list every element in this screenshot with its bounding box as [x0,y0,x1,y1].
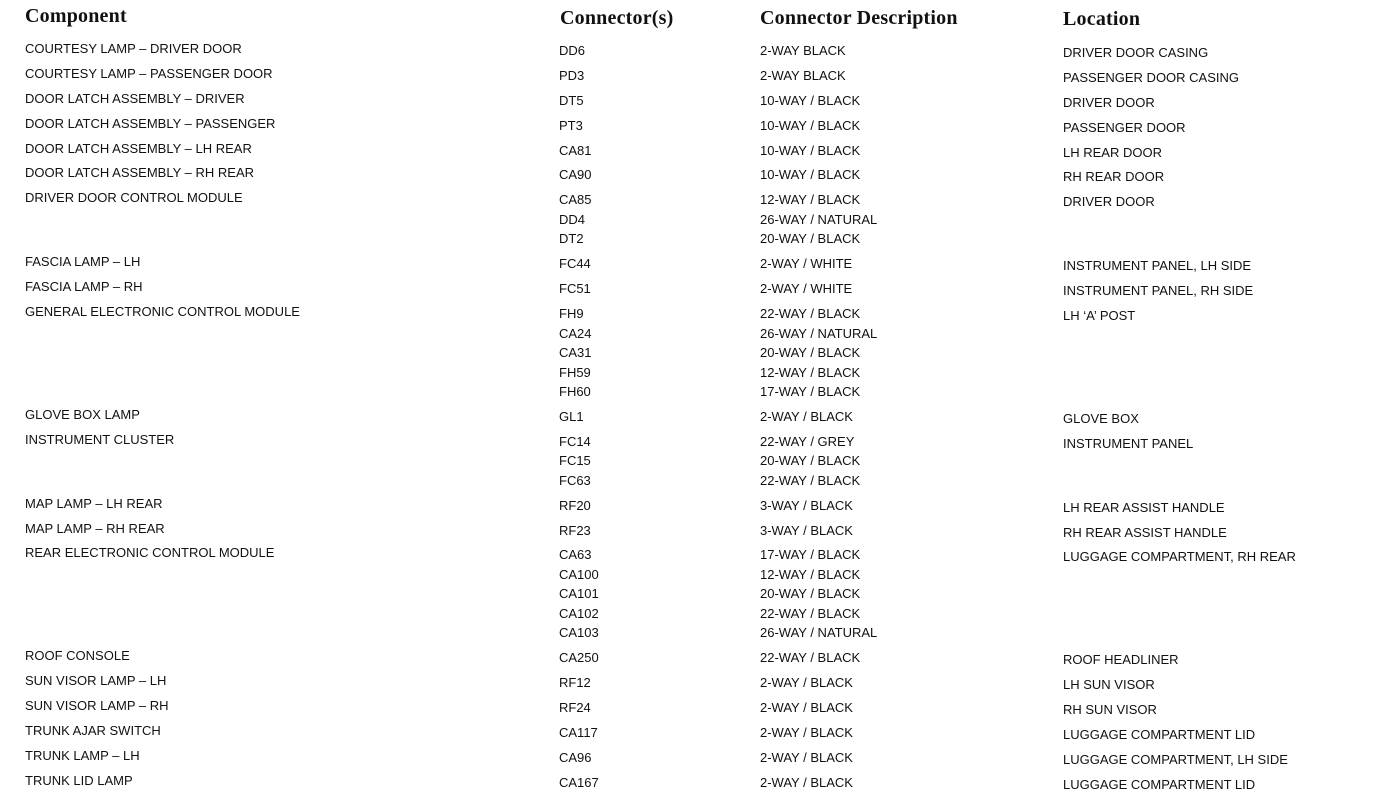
component-location: PASSENGER DOOR CASING [1063,69,1240,85]
connector-list [559,698,591,718]
connector-id: FH59 [559,364,591,380]
connector-description-list [760,496,853,516]
connector-list [559,116,583,136]
connector-description: 2-WAY / BLACK [760,675,853,691]
component-name: MAP LAMP – LH REAR [25,495,163,511]
component-name: DOOR LATCH ASSEMBLY – DRIVER [25,90,245,106]
connector-description-list [760,648,860,668]
component-name: INSTRUMENT CLUSTER [25,431,175,447]
connector-description-list [760,773,853,793]
table-row [0,771,1376,796]
connector-id: CA102 [559,605,599,621]
connector-id: RF23 [559,522,591,538]
connector-description-list [760,190,877,249]
connector-description: 12-WAY / BLACK [760,566,861,582]
component-name: ROOF CONSOLE [25,648,130,664]
connector-description-list [760,673,853,693]
connector-id: FC63 [559,472,591,488]
component-name: COURTESY LAMP – PASSENGER DOOR [25,65,273,81]
connector-id: CA96 [559,749,592,765]
component-location: LUGGAGE COMPARTMENT LID [1063,727,1256,743]
component-location: DRIVER DOOR CASING [1063,45,1209,60]
connector-description: 22-WAY / GREY [760,433,855,449]
component-location: INSTRUMENT PANEL, LH SIDE [1063,258,1252,274]
connector-description: 2-WAY / BLACK [760,700,853,716]
connector-id: FH60 [559,384,591,400]
connector-description: 12-WAY / BLACK [760,192,861,208]
connector-id: DD6 [559,43,586,58]
table-row [0,494,1376,519]
component-name: FASCIA LAMP – RH [25,279,143,295]
connector-description: 2-WAY / BLACK [760,725,853,741]
component-location: INSTRUMENT PANEL [1063,435,1194,451]
connector-description-list [760,279,852,299]
connector-list [559,165,592,185]
component-name: DOOR LATCH ASSEMBLY – PASSENGER [25,115,276,131]
connector-id: CA24 [559,325,592,341]
component-name: SUN VISOR LAMP – LH [25,673,167,689]
component-name: DOOR LATCH ASSEMBLY – LH REAR [25,140,252,156]
table-row [0,89,1376,114]
table-row [0,64,1376,89]
component-location: LUGGAGE COMPARTMENT, LH SIDE [1063,751,1288,767]
connector-list [559,41,585,61]
component-location: ROOF HEADLINER [1063,652,1179,668]
connector-list [559,141,592,161]
connector-description-list [760,521,853,541]
connector-id: CA117 [559,725,598,741]
connector-description: 20-WAY / BLACK [760,453,861,469]
header-connector-description: Connector Description [760,7,958,29]
component-name: TRUNK LAMP – LH [25,747,140,763]
connector-description: 22-WAY / BLACK [760,306,861,322]
connector-id: RF20 [559,497,591,513]
connector-description-list [760,254,852,274]
connector-list [559,66,584,86]
connector-description: 17-WAY / BLACK [760,384,861,400]
connector-description: 2-WAY BLACK [760,43,846,58]
connector-description: 3-WAY / BLACK [760,522,853,538]
connector-description-list [760,698,853,718]
connector-id: CA101 [559,586,599,602]
connector-id: FC44 [559,256,591,272]
connector-description: 3-WAY / BLACK [760,497,853,513]
connector-description: 20-WAY / BLACK [760,345,861,361]
connector-description: 2-WAY BLACK [760,67,846,83]
connector-description: 2-WAY / WHITE [760,256,853,272]
connector-list [559,673,591,693]
header-component: Component [25,5,127,27]
connector-list [559,304,592,402]
connector-id: PD3 [559,67,585,83]
component-name: FASCIA LAMP – LH [25,254,141,270]
table-row [0,114,1376,139]
connector-id: RF12 [559,675,591,691]
connector-description: 22-WAY / BLACK [760,472,861,488]
connector-id: CA100 [559,566,599,582]
connector-description: 26-WAY / NATURAL [760,325,878,341]
connector-id: CA63 [559,547,592,563]
component-location: INSTRUMENT PANEL, RH SIDE [1063,283,1254,299]
component-location: DRIVER DOOR [1063,194,1155,210]
connector-id: CA81 [559,142,592,158]
component-name: TRUNK AJAR SWITCH [25,723,161,739]
connector-description-list [760,545,877,643]
component-location: RH SUN VISOR [1063,702,1157,718]
component-location: PASSENGER DOOR [1063,119,1186,135]
connector-id: CA250 [559,650,599,666]
component-location: GLOVE BOX [1063,410,1139,426]
component-location: LUGGAGE COMPARTMENT, RH REAR [1063,549,1296,565]
component-location: LH SUN VISOR [1063,677,1155,693]
connector-list [559,407,584,427]
component-name: SUN VISOR LAMP – RH [25,698,169,714]
connector-description: 10-WAY / BLACK [760,167,861,183]
connector-id: FC14 [559,433,591,449]
connector-id: FC51 [559,281,591,297]
table-row [0,252,1376,277]
table-row [0,646,1376,671]
connector-description-list [760,116,860,136]
connector-description: 2-WAY / WHITE [760,281,853,297]
component-location: RH REAR DOOR [1063,169,1165,185]
connector-list [559,279,591,299]
connector-description: 2-WAY / BLACK [760,774,853,790]
connector-list [559,190,592,249]
connector-id: CA31 [559,345,592,361]
component-name: MAP LAMP – RH REAR [25,520,165,536]
connector-id: FH9 [559,306,584,322]
connector-list [559,748,592,768]
connector-id: RF24 [559,700,591,716]
connector-description-list [760,165,860,185]
connector-id: DT5 [559,92,584,108]
connector-list [559,723,598,743]
connector-list [559,91,584,111]
table-row [0,721,1376,746]
connector-list [559,648,599,668]
table-row [0,746,1376,771]
connector-list [559,432,591,491]
connector-description-list [760,141,860,161]
component-location: DRIVER DOOR [1063,94,1155,110]
table-row [0,302,1376,405]
connector-list [559,496,591,516]
connector-id: DT2 [559,231,584,247]
connector-description-list [760,407,853,427]
connector-description-list [760,432,860,491]
table-row [0,139,1376,164]
connector-list [559,773,599,793]
component-name: REAR ELECTRONIC CONTROL MODULE [25,545,275,561]
connector-list [559,254,591,274]
component-location: LH REAR ASSIST HANDLE [1063,499,1225,515]
connector-description: 10-WAY / BLACK [760,117,861,133]
connector-list [559,545,599,643]
connector-list [559,521,591,541]
table-row [0,163,1376,188]
table-row [0,277,1376,302]
connector-description: 17-WAY / BLACK [760,547,861,563]
connector-id: CA167 [559,774,599,790]
connector-id: FC15 [559,453,591,469]
component-location: RH REAR ASSIST HANDLE [1063,524,1227,540]
table-row [0,39,1376,64]
table-row [0,430,1376,494]
connector-description: 2-WAY / BLACK [760,749,853,765]
table-row [0,188,1376,252]
connector-description: 10-WAY / BLACK [760,142,861,158]
component-name: TRUNK LID LAMP [25,772,133,788]
connector-description-list [760,41,846,61]
connector-id: DD4 [559,211,586,227]
component-name: DRIVER DOOR CONTROL MODULE [25,190,243,206]
connector-description-list [760,66,846,86]
table-body [0,39,1376,796]
connector-description: 12-WAY / BLACK [760,364,861,380]
connector-description: 20-WAY / BLACK [760,586,861,602]
connector-id: GL1 [559,408,584,424]
header-connectors: Connector(s) [560,7,674,29]
connector-id: PT3 [559,117,583,133]
component-location: LH REAR DOOR [1063,144,1162,160]
component-name: GLOVE BOX LAMP [25,406,140,422]
table-row [0,671,1376,696]
connector-description: 26-WAY / NATURAL [760,625,878,641]
table-row [0,519,1376,544]
component-location: LH ‘A’ POST [1063,308,1136,324]
connector-description: 10-WAY / BLACK [760,92,861,108]
connector-description: 20-WAY / BLACK [760,231,861,247]
connector-description-list [760,304,877,402]
header-location: Location [1063,8,1141,30]
component-name: COURTESY LAMP – DRIVER DOOR [25,41,242,56]
component-location: LUGGAGE COMPARTMENT LID [1063,776,1256,792]
connector-description: 22-WAY / BLACK [760,605,861,621]
connector-description-list [760,748,853,768]
table-row [0,543,1376,646]
component-name: DOOR LATCH ASSEMBLY – RH REAR [25,165,255,181]
connector-id: CA103 [559,625,599,641]
connector-description: 22-WAY / BLACK [760,650,861,666]
connector-description: 26-WAY / NATURAL [760,211,878,227]
table-row [0,696,1376,721]
component-name: GENERAL ELECTRONIC CONTROL MODULE [25,304,300,320]
connector-description: 2-WAY / BLACK [760,408,853,424]
connector-description-list [760,723,853,743]
table-row [0,405,1376,430]
connector-description-list [760,91,860,111]
connector-id: CA90 [559,167,592,183]
connector-id: CA85 [559,192,592,208]
